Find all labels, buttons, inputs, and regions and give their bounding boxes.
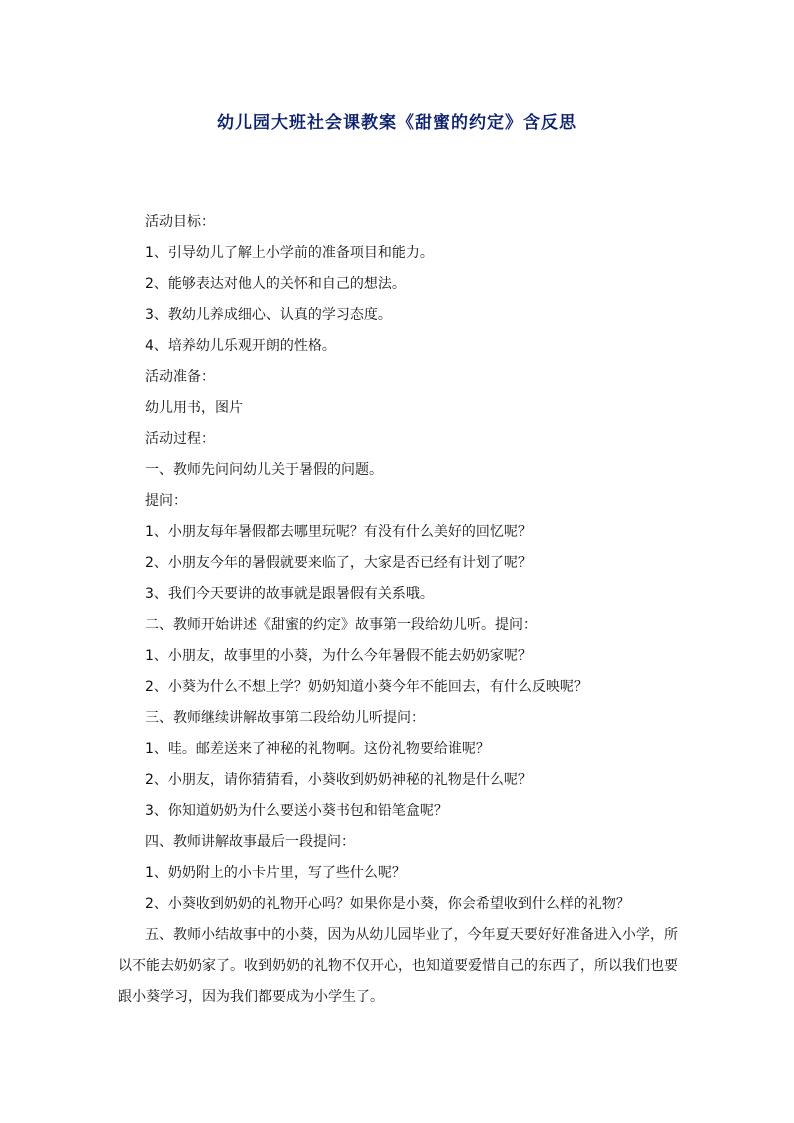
text-line: 1、引导幼儿了解上小学前的准备项目和能力。 <box>145 245 434 261</box>
document-title: 幼儿园大班社会课教案《甜蜜的约定》含反思 <box>217 113 577 133</box>
text-line: 1、奶奶附上的小卡片里，写了些什么呢？ <box>145 865 406 881</box>
text-line: 二、教师开始讲述《甜蜜的约定》故事第一段给幼儿听。提问： <box>145 617 537 633</box>
text-line: 3、教幼儿养成细心、认真的学习态度。 <box>145 307 392 323</box>
text-line: 2、小葵为什么不想上学？奶奶知道小葵今年不能回去，有什么反映呢？ <box>145 679 588 695</box>
summary-paragraph: 五、教师小结故事中的小葵，因为从幼儿园毕业了，今年夏天要好好准备进入小学，所以不能去奶奶家了。收到奶奶的礼物不仅开心，也知道要爱惜自己的东西了，所以我们也要跟小葵学习，因为我们都要成为小学生了。 <box>118 927 678 1005</box>
text-line: 活动准备： <box>145 369 215 385</box>
text-line: 1、小朋友，故事里的小葵，为什么今年暑假不能去奶奶家呢？ <box>145 648 532 664</box>
text-line: 活动过程： <box>145 431 215 447</box>
text-line: 1、小朋友每年暑假都去哪里玩呢？有没有什么美好的回忆呢？ <box>145 524 532 540</box>
text-line: 三、教师继续讲解故事第二段给幼儿听提问： <box>145 710 425 726</box>
text-line: 一、教师先问问幼儿关于暑假的问题。 <box>145 462 383 478</box>
text-line: 1、哇。邮差送来了神秘的礼物啊。这份礼物要给谁呢？ <box>145 741 490 757</box>
text-line: 3、我们今天要讲的故事就是跟暑假有关系哦。 <box>145 586 434 602</box>
text-line: 幼儿用书，图片 <box>145 400 243 416</box>
document-body <box>118 207 678 1013</box>
text-line: 2、能够表达对他人的关怀和自己的想法。 <box>145 276 406 292</box>
text-line: 提问： <box>145 493 187 509</box>
text-line: 2、小朋友今年的暑假就要来临了，大家是否已经有计划了呢？ <box>145 555 532 571</box>
text-line: 四、教师讲解故事最后一段提问： <box>145 834 355 850</box>
text-line: 活动目标： <box>145 214 215 230</box>
text-line: 2、小葵收到奶奶的礼物开心吗？如果你是小葵，你会希望收到什么样的礼物？ <box>145 896 630 912</box>
text-line: 2、小朋友，请你猜猜看，小葵收到奶奶神秘的礼物是什么呢？ <box>145 772 532 788</box>
text-line: 3、你知道奶奶为什么要送小葵书包和铅笔盒呢？ <box>145 803 448 819</box>
text-line: 4、培养幼儿乐观开朗的性格。 <box>145 338 336 354</box>
